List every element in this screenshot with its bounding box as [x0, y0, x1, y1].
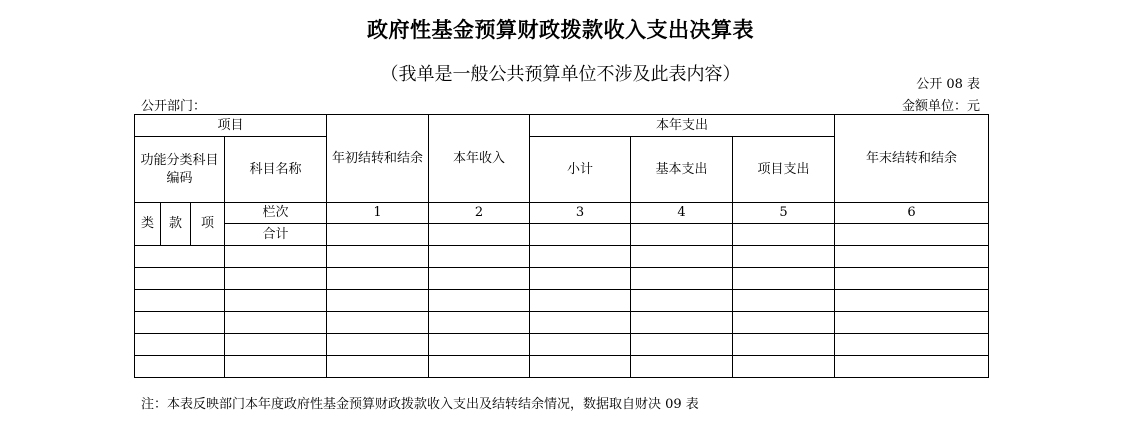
table-cell [631, 356, 733, 378]
table-cell [135, 356, 225, 378]
table-cell [530, 312, 631, 334]
column-index: 2 [429, 203, 530, 224]
table-cell [429, 356, 530, 378]
table-cell [835, 268, 989, 290]
code-item: 项 [191, 203, 225, 246]
table-cell [327, 224, 429, 246]
table-cell [530, 246, 631, 268]
table-row [135, 246, 989, 268]
table-cell [530, 224, 631, 246]
table-row [135, 268, 989, 290]
code-class: 类 [135, 203, 161, 246]
column-index: 3 [530, 203, 631, 224]
table-cell [327, 246, 429, 268]
table-cell [327, 290, 429, 312]
table-cell [327, 312, 429, 334]
table-row [135, 312, 989, 334]
amount-unit-label: 金额单位：元 [901, 99, 980, 114]
table-cell [733, 246, 835, 268]
table-cell [530, 268, 631, 290]
department-label: 公开部门： [141, 99, 207, 114]
table-cell [429, 246, 530, 268]
table-cell [631, 312, 733, 334]
table-cell [429, 334, 530, 356]
table-cell [225, 312, 327, 334]
budget-table [134, 114, 989, 378]
form-number: 公开 08 表 [916, 77, 980, 92]
column-index: 4 [631, 203, 733, 224]
table-cell [733, 290, 835, 312]
table-cell [429, 290, 530, 312]
header-closing-balance: 年末结转和结余 [835, 115, 989, 203]
column-index: 6 [835, 203, 989, 224]
table-cell [530, 356, 631, 378]
table-cell [327, 356, 429, 378]
header-subject-name: 科目名称 [225, 137, 327, 203]
table-cell [327, 268, 429, 290]
table-cell [327, 334, 429, 356]
table-cell [135, 312, 225, 334]
table-cell [135, 246, 225, 268]
table-cell [225, 246, 327, 268]
header-project-expense: 项目支出 [733, 137, 835, 203]
table-row [135, 356, 989, 378]
column-index: 1 [327, 203, 429, 224]
table-cell [135, 268, 225, 290]
table-cell [631, 290, 733, 312]
table-cell [835, 312, 989, 334]
header-basic-expense: 基本支出 [631, 137, 733, 203]
table-cell [429, 312, 530, 334]
header-income: 本年收入 [429, 115, 530, 203]
table-cell [733, 268, 835, 290]
code-section: 款 [161, 203, 191, 246]
table-cell [225, 290, 327, 312]
report-subtitle: （我单是一般公共预算单位不涉及此表内容） [380, 64, 741, 85]
header-expense: 本年支出 [530, 115, 835, 137]
header-project: 项目 [135, 115, 327, 137]
table-cell [631, 334, 733, 356]
table-cell [225, 268, 327, 290]
table-cell [225, 334, 327, 356]
table-cell [733, 356, 835, 378]
table-cell [835, 246, 989, 268]
table-cell [733, 224, 835, 246]
table-cell [733, 334, 835, 356]
header-opening-balance: 年初结转和结余 [327, 115, 429, 203]
table-row [135, 290, 989, 312]
table-cell [530, 290, 631, 312]
table-cell [835, 290, 989, 312]
column-index: 5 [733, 203, 835, 224]
table-cell [225, 356, 327, 378]
table-cell [835, 356, 989, 378]
header-function-code: 功能分类科目编码 [135, 137, 225, 203]
table-cell [135, 334, 225, 356]
table-cell [429, 224, 530, 246]
header-subtotal: 小计 [530, 137, 631, 203]
table-cell [631, 246, 733, 268]
table-row [135, 334, 989, 356]
table-cell [530, 334, 631, 356]
column-index-label: 栏次 [225, 203, 327, 224]
total-label: 合计 [225, 224, 327, 246]
table-cell [631, 224, 733, 246]
table-cell [135, 290, 225, 312]
table-cell [835, 224, 989, 246]
table-cell [733, 312, 835, 334]
footnote: 注：本表反映部门本年度政府性基金预算财政拨款收入支出及结转结余情况，数据取自财决 09 表 [141, 397, 699, 412]
table-cell [429, 268, 530, 290]
table-cell [631, 268, 733, 290]
report-title: 政府性基金预算财政拨款收入支出决算表 [367, 18, 754, 42]
table-cell [835, 334, 989, 356]
